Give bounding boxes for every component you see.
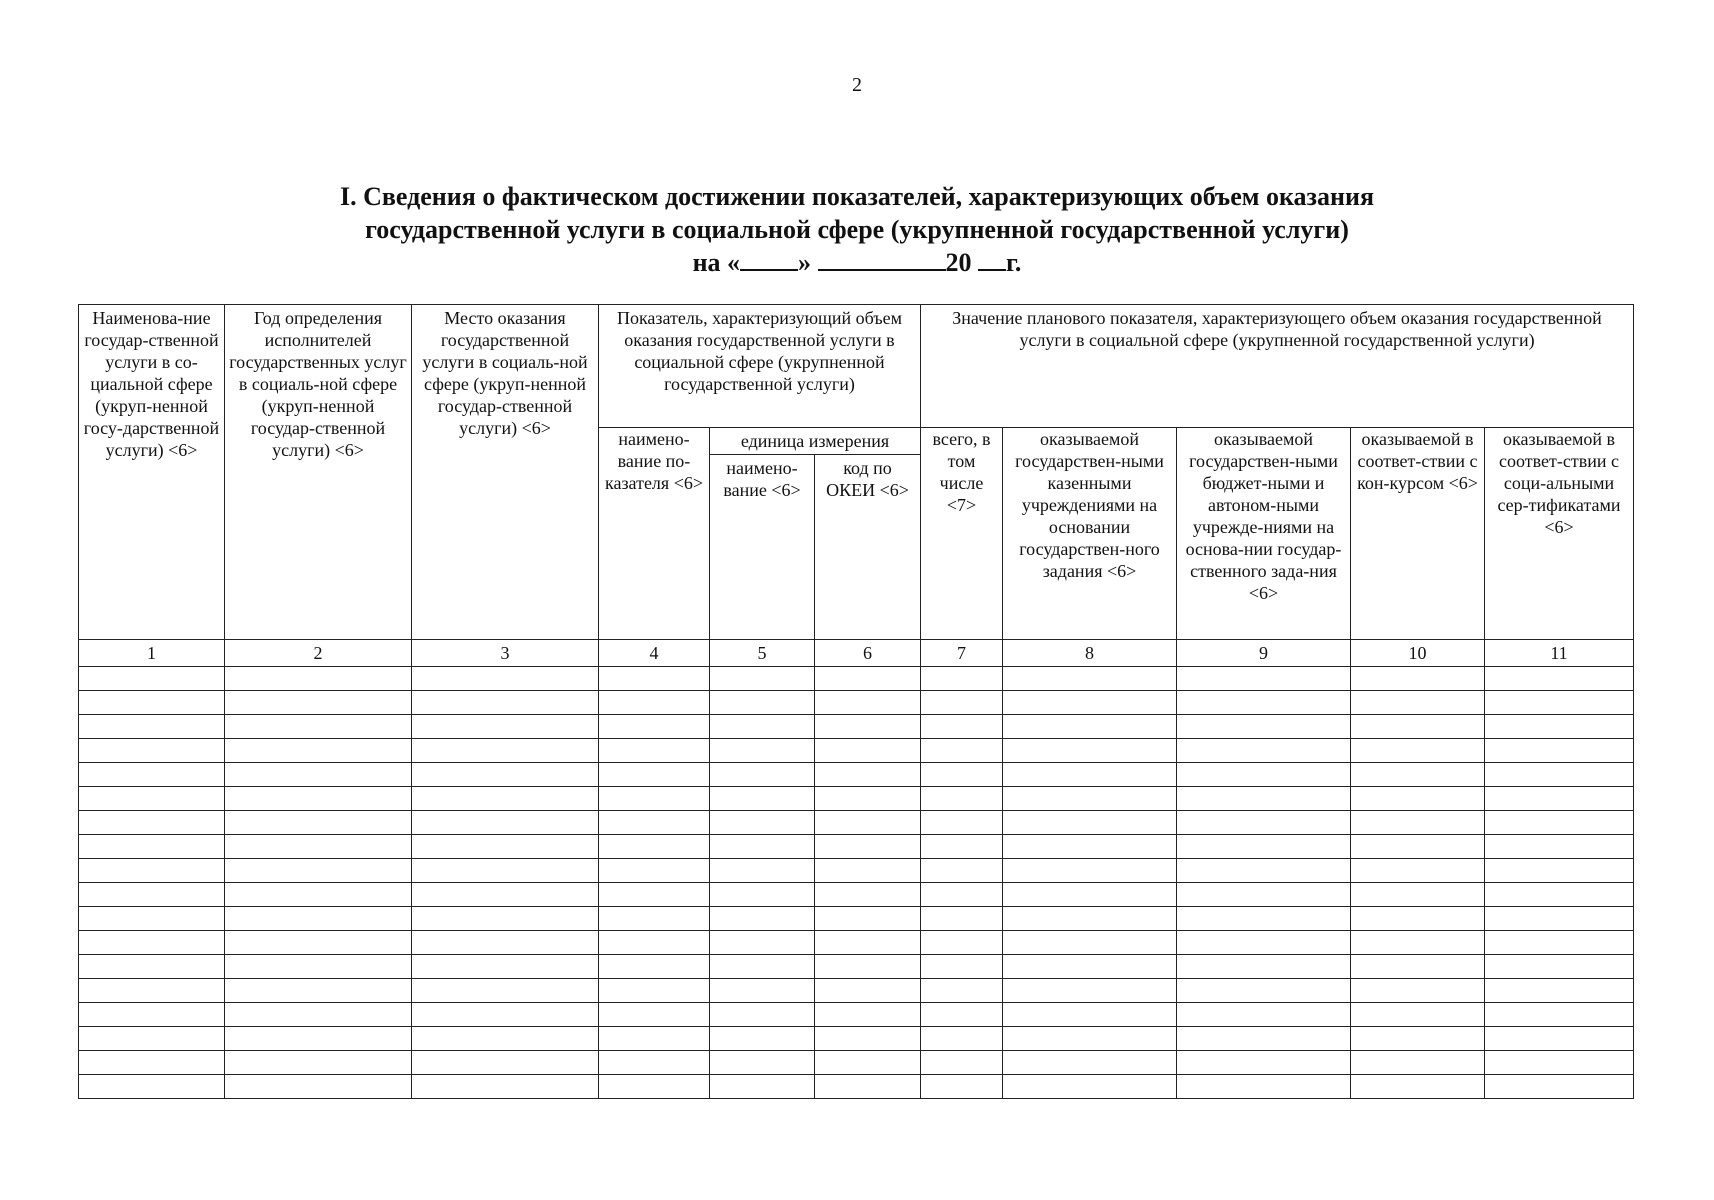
table-cell[interactable]	[1485, 955, 1634, 979]
table-cell[interactable]	[1485, 715, 1634, 739]
column-number: 3	[412, 640, 599, 667]
table-cell[interactable]	[1003, 691, 1177, 715]
table-row	[79, 979, 1634, 1003]
table-cell[interactable]	[710, 955, 815, 979]
year-prefix: 20	[945, 248, 972, 277]
table-cell[interactable]	[1485, 739, 1634, 763]
table-cell[interactable]	[815, 979, 921, 1003]
table-cell[interactable]	[1351, 1027, 1485, 1051]
column-number: 10	[1351, 640, 1485, 667]
date-quote-close: »	[798, 248, 812, 277]
table-cell[interactable]	[815, 1003, 921, 1027]
table-cell[interactable]	[1003, 787, 1177, 811]
table-cell[interactable]	[815, 883, 921, 907]
header-planned-value-group: Значение планового показателя, характеризующего объем оказания государственной услуги в социальной сфере (укрупненной государственной услуги)	[921, 305, 1634, 428]
table-cell[interactable]	[1177, 667, 1351, 691]
table-cell[interactable]	[815, 811, 921, 835]
table-cell[interactable]	[225, 1027, 412, 1051]
table-cell[interactable]	[1003, 955, 1177, 979]
table-cell[interactable]	[815, 1027, 921, 1051]
table-cell[interactable]	[1177, 1003, 1351, 1027]
header-state-institutions: оказываемой государствен-ными казенными учреждениями на основании государствен-ного задания <6>	[1003, 428, 1177, 640]
table-row	[79, 859, 1634, 883]
header-unit-group: единица измерения	[710, 428, 921, 455]
year-suffix: г.	[1006, 248, 1022, 277]
table-cell[interactable]	[599, 955, 710, 979]
table-cell[interactable]	[412, 763, 599, 787]
table-cell[interactable]	[1351, 715, 1485, 739]
table-cell[interactable]	[79, 1027, 225, 1051]
table-cell[interactable]	[815, 739, 921, 763]
table-cell[interactable]	[412, 691, 599, 715]
table-cell[interactable]	[79, 1003, 225, 1027]
table-cell[interactable]	[225, 715, 412, 739]
table-cell[interactable]	[1351, 1003, 1485, 1027]
table-cell[interactable]	[1003, 907, 1177, 931]
table-cell[interactable]	[710, 715, 815, 739]
table-cell[interactable]	[921, 907, 1003, 931]
table-cell[interactable]	[412, 955, 599, 979]
table-cell[interactable]	[921, 1027, 1003, 1051]
page-title	[0, 180, 1714, 279]
column-number: 5	[710, 640, 815, 667]
table-cell[interactable]	[1003, 1051, 1177, 1075]
table-cell[interactable]	[1351, 907, 1485, 931]
table-cell[interactable]	[412, 1051, 599, 1075]
table-cell[interactable]	[412, 859, 599, 883]
table-cell[interactable]	[225, 739, 412, 763]
table-cell[interactable]	[225, 931, 412, 955]
table-cell[interactable]	[599, 811, 710, 835]
table-cell[interactable]	[225, 667, 412, 691]
table-cell[interactable]	[225, 883, 412, 907]
table-cell[interactable]	[79, 979, 225, 1003]
table-cell[interactable]	[815, 667, 921, 691]
table-row	[79, 763, 1634, 787]
table-cell[interactable]	[710, 883, 815, 907]
table-cell[interactable]	[921, 1003, 1003, 1027]
table-cell[interactable]	[1485, 763, 1634, 787]
header-indicator-name: наимено-вание по-казателя <6>	[599, 428, 710, 640]
table-row	[79, 715, 1634, 739]
column-number: 2	[225, 640, 412, 667]
table-cell[interactable]	[412, 979, 599, 1003]
title-line-date	[0, 246, 1714, 279]
table-cell[interactable]	[1003, 859, 1177, 883]
table-cell[interactable]	[412, 787, 599, 811]
table-cell[interactable]	[412, 907, 599, 931]
table-cell[interactable]	[225, 859, 412, 883]
table-cell[interactable]	[225, 979, 412, 1003]
table-cell[interactable]	[710, 1027, 815, 1051]
table-cell[interactable]	[1351, 859, 1485, 883]
month-blank	[818, 247, 946, 271]
column-number: 9	[1177, 640, 1351, 667]
table-cell[interactable]	[1177, 979, 1351, 1003]
table-cell[interactable]	[599, 907, 710, 931]
table-cell[interactable]	[1485, 859, 1634, 883]
header-unit-name: наимено-вание <6>	[710, 455, 815, 640]
table-cell[interactable]	[599, 739, 710, 763]
column-number-row	[79, 640, 1634, 667]
table-cell[interactable]	[1485, 931, 1634, 955]
table-cell[interactable]	[412, 667, 599, 691]
column-number: 11	[1485, 640, 1634, 667]
report-table	[78, 304, 1634, 1099]
table-cell[interactable]	[1177, 883, 1351, 907]
table-cell[interactable]	[710, 1003, 815, 1027]
table-cell[interactable]	[1351, 691, 1485, 715]
table-row	[79, 907, 1634, 931]
table-cell[interactable]	[599, 1051, 710, 1075]
table-row	[79, 739, 1634, 763]
table-cell[interactable]	[1485, 787, 1634, 811]
table-row	[79, 1003, 1634, 1027]
table-cell[interactable]	[710, 691, 815, 715]
table-cell[interactable]	[599, 667, 710, 691]
table-cell[interactable]	[225, 955, 412, 979]
table-cell[interactable]	[412, 1027, 599, 1051]
table-cell[interactable]	[1003, 979, 1177, 1003]
table-cell[interactable]	[921, 979, 1003, 1003]
header-okei-code: код по ОКЕИ <6>	[815, 455, 921, 640]
table-cell[interactable]	[921, 1075, 1003, 1099]
table-cell[interactable]	[921, 1051, 1003, 1075]
table-cell[interactable]	[1351, 931, 1485, 955]
table-cell[interactable]	[1177, 763, 1351, 787]
table-cell[interactable]	[1351, 955, 1485, 979]
table-cell[interactable]	[815, 859, 921, 883]
table-cell[interactable]	[921, 835, 1003, 859]
table-cell[interactable]	[1351, 667, 1485, 691]
table-cell[interactable]	[1351, 979, 1485, 1003]
table-cell[interactable]	[1351, 1051, 1485, 1075]
table-cell[interactable]	[815, 787, 921, 811]
header-indicator-group: Показатель, характеризующий объем оказания государственной услуги в социальной сфере (укрупненной государственной услуги)	[599, 305, 921, 428]
table-cell[interactable]	[225, 691, 412, 715]
table-cell[interactable]	[1003, 739, 1177, 763]
column-number: 6	[815, 640, 921, 667]
table-cell[interactable]	[1485, 1027, 1634, 1051]
table-row	[79, 691, 1634, 715]
table-row	[79, 1051, 1634, 1075]
table-cell[interactable]	[1003, 667, 1177, 691]
table-cell[interactable]	[412, 811, 599, 835]
table-row	[79, 1075, 1634, 1099]
table-cell[interactable]	[1485, 667, 1634, 691]
table-cell[interactable]	[710, 667, 815, 691]
table-cell[interactable]	[1177, 811, 1351, 835]
table-cell[interactable]	[1351, 763, 1485, 787]
table-cell[interactable]	[599, 979, 710, 1003]
header-budget-institutions: оказываемой государствен-ными бюджет-ными и автоном-ными учрежде-ниями на основа-нии государ-ственного зада-ния <6>	[1177, 428, 1351, 640]
table-cell[interactable]	[815, 1051, 921, 1075]
table-cell[interactable]	[412, 883, 599, 907]
table-cell[interactable]	[225, 1003, 412, 1027]
table-cell[interactable]	[599, 883, 710, 907]
table-cell[interactable]	[79, 787, 225, 811]
table-cell[interactable]	[710, 1075, 815, 1099]
table-cell[interactable]	[79, 835, 225, 859]
table-cell[interactable]	[921, 667, 1003, 691]
table-cell[interactable]	[1003, 811, 1177, 835]
table-cell[interactable]	[1485, 835, 1634, 859]
table-body	[79, 640, 1634, 1099]
table-cell[interactable]	[921, 691, 1003, 715]
table-row	[79, 931, 1634, 955]
table-cell[interactable]	[815, 907, 921, 931]
table-cell[interactable]	[710, 763, 815, 787]
table-cell[interactable]	[815, 691, 921, 715]
table-cell[interactable]	[599, 1027, 710, 1051]
table-cell[interactable]	[1003, 835, 1177, 859]
column-number: 4	[599, 640, 710, 667]
table-cell[interactable]	[79, 883, 225, 907]
table-cell[interactable]	[815, 715, 921, 739]
table-cell[interactable]	[1177, 1075, 1351, 1099]
table-cell[interactable]	[599, 763, 710, 787]
table-row	[79, 667, 1634, 691]
table-cell[interactable]	[1177, 907, 1351, 931]
table-cell[interactable]	[225, 907, 412, 931]
table-cell[interactable]	[1177, 955, 1351, 979]
date-prefix: на «	[692, 248, 741, 277]
table-row	[79, 1027, 1634, 1051]
table-cell[interactable]	[710, 835, 815, 859]
table-cell[interactable]	[79, 763, 225, 787]
table-cell[interactable]	[710, 979, 815, 1003]
table-cell[interactable]	[79, 667, 225, 691]
table-cell[interactable]	[1485, 1075, 1634, 1099]
table-cell[interactable]	[1485, 811, 1634, 835]
table-cell[interactable]	[412, 835, 599, 859]
column-number: 7	[921, 640, 1003, 667]
table-cell[interactable]	[412, 739, 599, 763]
table-cell[interactable]	[921, 763, 1003, 787]
table-cell[interactable]	[1177, 787, 1351, 811]
table-cell[interactable]	[1351, 835, 1485, 859]
table-cell[interactable]	[1177, 835, 1351, 859]
table-cell[interactable]	[225, 1051, 412, 1075]
table-cell[interactable]	[1351, 883, 1485, 907]
header-year-determination: Год определения исполнителей государственных услуг в социаль-ной сфере (укруп-ненной государ-ственной услуги) <6>	[225, 305, 412, 640]
table-cell[interactable]	[1177, 931, 1351, 955]
table-cell[interactable]	[1351, 787, 1485, 811]
table-cell[interactable]	[1003, 1075, 1177, 1099]
table-cell[interactable]	[921, 883, 1003, 907]
table-cell[interactable]	[599, 1003, 710, 1027]
table-cell[interactable]	[225, 835, 412, 859]
table-cell[interactable]	[225, 811, 412, 835]
table-cell[interactable]	[225, 763, 412, 787]
table-cell[interactable]	[815, 1075, 921, 1099]
table-cell[interactable]	[1003, 1027, 1177, 1051]
table-cell[interactable]	[1351, 1075, 1485, 1099]
header-social-certificates: оказываемой в соответ-ствии с соци-альными сер-тификатами <6>	[1485, 428, 1634, 640]
table-cell[interactable]	[815, 763, 921, 787]
table-cell[interactable]	[79, 811, 225, 835]
table-cell[interactable]	[1485, 907, 1634, 931]
table-cell[interactable]	[710, 787, 815, 811]
table-cell[interactable]	[1003, 715, 1177, 739]
header-service-name: Наименова-ние государ-ственной услуги в со-циальной сфере (укруп-ненной госу-дарственной услуги) <6>	[79, 305, 225, 640]
year-blank	[978, 247, 1006, 271]
table-cell[interactable]	[79, 1051, 225, 1075]
column-number: 1	[79, 640, 225, 667]
table-cell[interactable]	[1177, 715, 1351, 739]
table-cell[interactable]	[1485, 691, 1634, 715]
table-cell[interactable]	[1003, 763, 1177, 787]
table-cell[interactable]	[921, 955, 1003, 979]
table-cell[interactable]	[1485, 1051, 1634, 1075]
table-cell[interactable]	[1003, 1003, 1177, 1027]
table-cell[interactable]	[1003, 883, 1177, 907]
table-cell[interactable]	[79, 859, 225, 883]
table-cell[interactable]	[815, 955, 921, 979]
table-cell[interactable]	[79, 715, 225, 739]
table-row	[79, 883, 1634, 907]
table-cell[interactable]	[599, 691, 710, 715]
table-cell[interactable]	[79, 1075, 225, 1099]
day-blank	[740, 247, 798, 271]
table-cell[interactable]	[225, 787, 412, 811]
table-cell[interactable]	[1177, 739, 1351, 763]
table-cell[interactable]	[599, 931, 710, 955]
table-cell[interactable]	[1351, 811, 1485, 835]
table-cell[interactable]	[225, 1075, 412, 1099]
table-cell[interactable]	[412, 1075, 599, 1099]
table-row	[79, 955, 1634, 979]
title-line-1: I. Сведения о фактическом достижении показателей, характеризующих объем оказания	[339, 182, 1375, 211]
table-cell[interactable]	[412, 1003, 599, 1027]
table-cell[interactable]	[710, 859, 815, 883]
table-cell[interactable]	[79, 691, 225, 715]
table-cell[interactable]	[815, 835, 921, 859]
table-cell[interactable]	[79, 739, 225, 763]
table-cell[interactable]	[599, 787, 710, 811]
header-service-place: Место оказания государственной услуги в социаль-ной сфере (укруп-ненной государ-ственной услуги) <6>	[412, 305, 599, 640]
table-cell[interactable]	[921, 787, 1003, 811]
column-number: 8	[1003, 640, 1177, 667]
table-row	[79, 811, 1634, 835]
table-cell[interactable]	[1177, 691, 1351, 715]
table-cell[interactable]	[599, 1075, 710, 1099]
table-row	[79, 787, 1634, 811]
table-row	[79, 835, 1634, 859]
title-line-2: государственной услуги в социальной сфере (укрупненной государственной услуги)	[365, 215, 1349, 244]
table-cell[interactable]	[1485, 979, 1634, 1003]
table-cell[interactable]	[79, 931, 225, 955]
table-cell[interactable]	[1485, 883, 1634, 907]
table-cell[interactable]	[1003, 931, 1177, 955]
table-cell[interactable]	[921, 811, 1003, 835]
table-cell[interactable]	[599, 859, 710, 883]
page-number: 2	[852, 74, 862, 96]
table-cell[interactable]	[412, 931, 599, 955]
table-cell[interactable]	[1177, 859, 1351, 883]
table-cell[interactable]	[710, 1051, 815, 1075]
table-cell[interactable]	[710, 931, 815, 955]
table-cell[interactable]	[921, 715, 1003, 739]
table-cell[interactable]	[79, 955, 225, 979]
table-cell[interactable]	[921, 859, 1003, 883]
table-cell[interactable]	[79, 907, 225, 931]
table-cell[interactable]	[1177, 1051, 1351, 1075]
table-cell[interactable]	[815, 931, 921, 955]
table-cell[interactable]	[1485, 1003, 1634, 1027]
table-cell[interactable]	[1177, 1027, 1351, 1051]
table-cell[interactable]	[921, 739, 1003, 763]
table-cell[interactable]	[599, 835, 710, 859]
table-cell[interactable]	[412, 715, 599, 739]
table-cell[interactable]	[710, 811, 815, 835]
table-cell[interactable]	[710, 907, 815, 931]
header-competition: оказываемой в соответ-ствии с кон-курсом <6>	[1351, 428, 1485, 640]
table-cell[interactable]	[1351, 739, 1485, 763]
header-total: всего, в том числе <7>	[921, 428, 1003, 640]
table-cell[interactable]	[921, 931, 1003, 955]
table-cell[interactable]	[599, 715, 710, 739]
table-cell[interactable]	[710, 739, 815, 763]
